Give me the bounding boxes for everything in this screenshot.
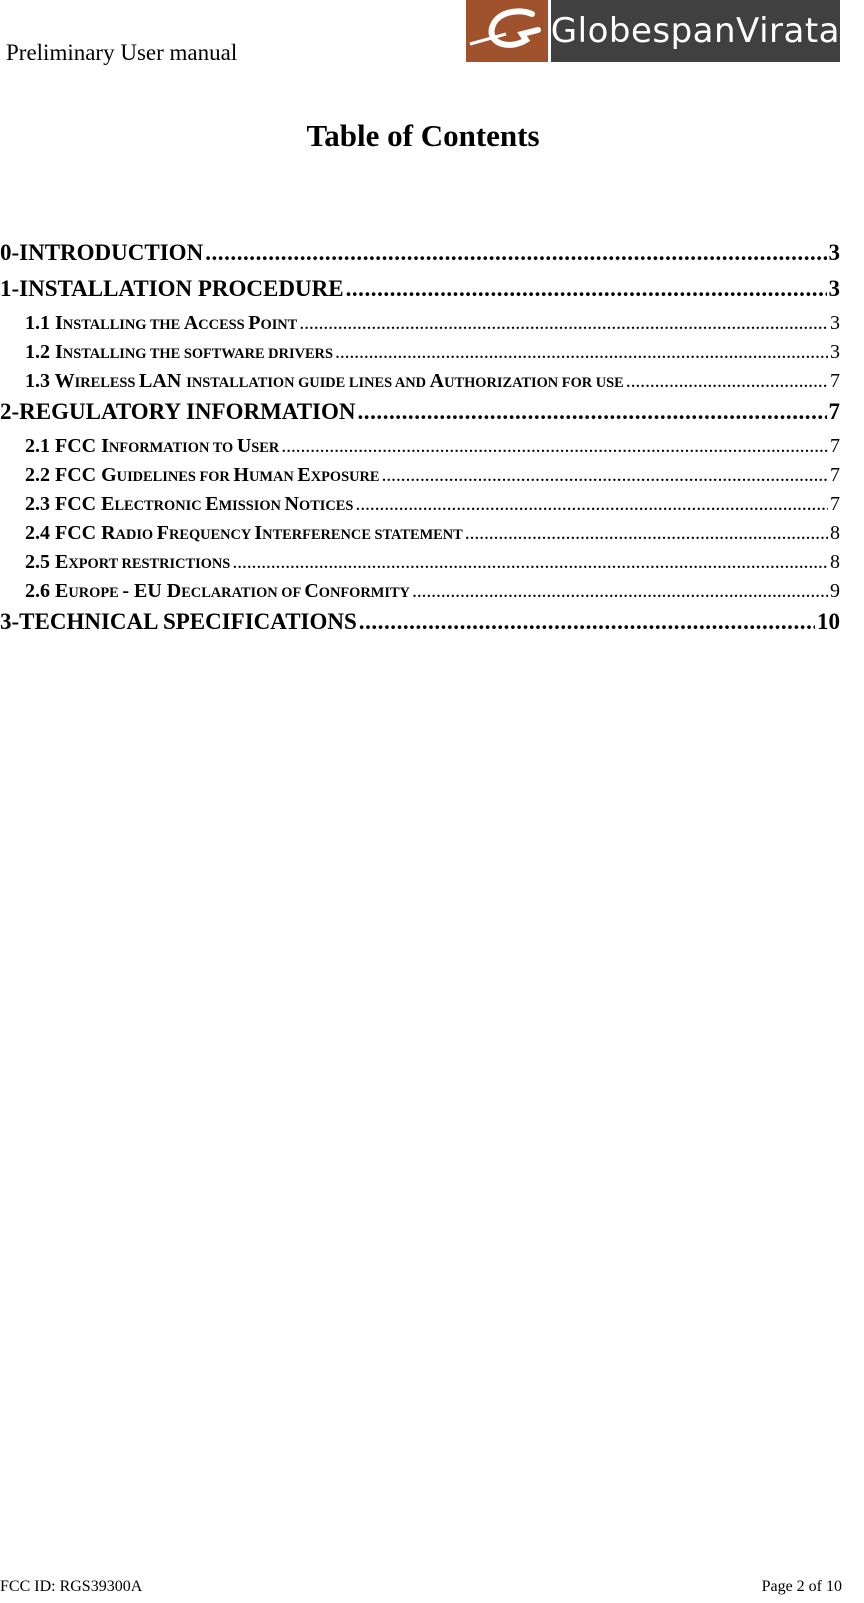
toc-page-number: 3 bbox=[828, 276, 840, 301]
toc-dot-leader bbox=[626, 370, 828, 393]
toc-entry-label: 2.5 EXPORT RESTRICTIONS bbox=[25, 551, 231, 573]
toc-entry-label: 2.4 FCC RADIO FREQUENCY INTERFERENCE STATEMENT bbox=[25, 522, 463, 544]
toc-dot-leader bbox=[465, 522, 828, 545]
toc-entry[interactable] bbox=[0, 312, 840, 341]
toc-entry[interactable] bbox=[0, 276, 840, 312]
footer-page-number: Page 2 of 10 bbox=[761, 1578, 842, 1595]
toc-entry[interactable] bbox=[0, 551, 840, 580]
toc-entry[interactable] bbox=[0, 580, 840, 609]
toc-entry-label: 1-INSTALLATION PROCEDURE bbox=[0, 276, 344, 301]
toc-entry-label: 0-INTRODUCTION bbox=[0, 240, 204, 265]
toc-entry[interactable] bbox=[0, 341, 840, 370]
toc-dot-leader bbox=[232, 551, 828, 574]
page-title: Table of Contents bbox=[306, 118, 540, 153]
table-of-contents bbox=[0, 240, 840, 645]
toc-entry[interactable] bbox=[0, 493, 840, 522]
company-logo bbox=[466, 0, 840, 62]
toc-dot-leader bbox=[412, 580, 828, 603]
toc-page-number: 7 bbox=[828, 399, 840, 424]
toc-entry-label: 1.3 WIRELESS LAN INSTALLATION GUIDE LINES AND AUTHORIZATION FOR USE bbox=[25, 370, 624, 392]
toc-dot-leader bbox=[355, 493, 828, 516]
toc-entry[interactable] bbox=[0, 464, 840, 493]
toc-page-number: 7 bbox=[830, 370, 840, 392]
toc-entry[interactable] bbox=[0, 435, 840, 464]
toc-page-number: 10 bbox=[817, 609, 840, 634]
toc-entry-label: 3-TECHNICAL SPECIFICATIONS bbox=[0, 609, 357, 634]
toc-page-number: 7 bbox=[830, 435, 840, 457]
toc-dot-leader bbox=[205, 240, 826, 266]
toc-page-number: 3 bbox=[830, 312, 840, 334]
toc-dot-leader bbox=[381, 464, 828, 487]
toc-dot-leader bbox=[359, 609, 815, 635]
toc-entry[interactable] bbox=[0, 240, 840, 276]
toc-entry-label: 1.2 INSTALLING THE SOFTWARE DRIVERS bbox=[25, 341, 333, 363]
footer-fcc-id: FCC ID: RGS39300A bbox=[0, 1578, 143, 1595]
toc-entry[interactable] bbox=[0, 522, 840, 551]
logo-mark-icon bbox=[466, 0, 548, 62]
toc-entry[interactable] bbox=[0, 370, 840, 399]
toc-entry-label: 2-REGULATORY INFORMATION bbox=[0, 399, 356, 424]
toc-dot-leader bbox=[335, 341, 828, 364]
toc-page-number: 7 bbox=[830, 493, 840, 515]
toc-entry-label: 2.6 EUROPE - EU DECLARATION OF CONFORMITY bbox=[25, 580, 410, 602]
toc-page-number: 7 bbox=[830, 464, 840, 486]
toc-entry[interactable] bbox=[0, 399, 840, 435]
logo-wordmark: GlobespanVirata bbox=[551, 0, 840, 62]
toc-page-number: 3 bbox=[828, 240, 840, 265]
toc-page-number: 8 bbox=[830, 522, 840, 544]
toc-entry-label: 2.1 FCC INFORMATION TO USER bbox=[25, 435, 280, 457]
toc-dot-leader bbox=[281, 435, 828, 458]
toc-entry[interactable] bbox=[0, 609, 840, 645]
toc-entry-label: 1.1 INSTALLING THE ACCESS POINT bbox=[25, 312, 298, 334]
toc-dot-leader bbox=[358, 399, 827, 425]
toc-dot-leader bbox=[346, 276, 827, 302]
toc-page-number: 3 bbox=[830, 341, 840, 363]
toc-dot-leader bbox=[299, 312, 828, 335]
toc-entry-label: 2.2 FCC GUIDELINES FOR HUMAN EXPOSURE bbox=[25, 464, 380, 486]
toc-page-number: 8 bbox=[830, 551, 840, 573]
running-title: Preliminary User manual bbox=[6, 40, 238, 65]
toc-entry-label: 2.3 FCC ELECTRONIC EMISSION NOTICES bbox=[25, 493, 354, 515]
toc-page-number: 9 bbox=[830, 580, 840, 602]
